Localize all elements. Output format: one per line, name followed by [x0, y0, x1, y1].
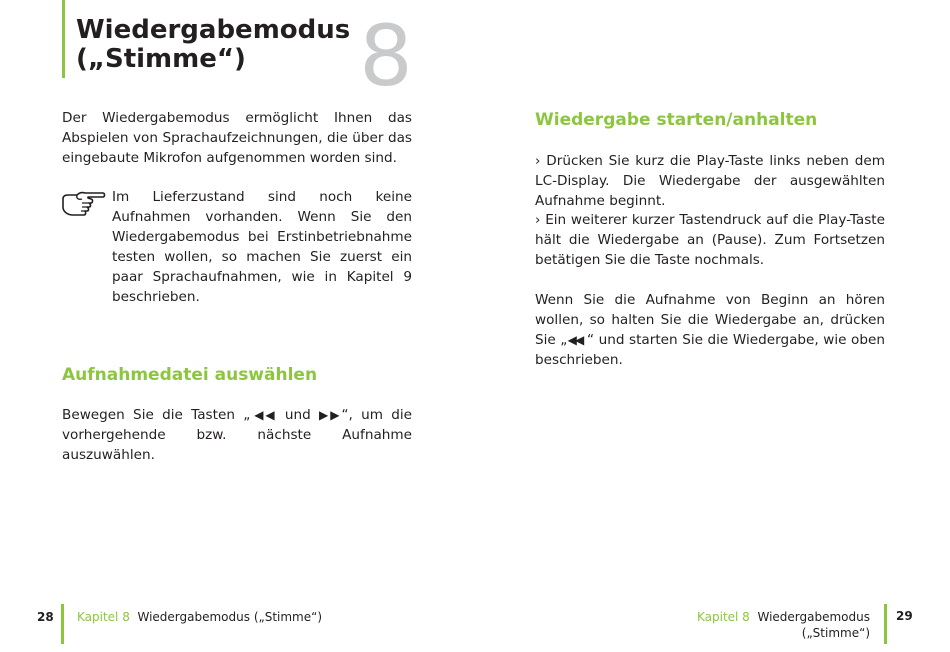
- page-title: [76, 16, 376, 74]
- forward-icon: ▶▶: [319, 408, 342, 422]
- footer-chapter-label-left: Kapitel 8: [77, 610, 130, 624]
- playback-paragraph-1: › Drücken Sie kurz die Play-Taste links neben dem LC-Display. Die Wiedergabe der ausgewählten Aufnahme beginnt.: [535, 153, 885, 209]
- footer-chapter-title-left: Wiedergabemodus („Stimme“): [137, 610, 323, 624]
- section-heading-playback: Wiedergabe starten/anhalten: [535, 110, 818, 130]
- playback-text-a: Wenn Sie die Aufnahme von Beginn an hören wollen, so halten Sie die Wiedergabe an, drücken Sie „: [535, 292, 885, 348]
- pointing-hand-icon: [60, 190, 106, 220]
- select-text-b: und: [276, 407, 320, 423]
- playback-text-b: “ und starten Sie die Wiedergabe, wie oben beschrieben.: [535, 332, 885, 368]
- chapter-number: 8: [359, 7, 413, 105]
- select-text-c: “, um die vorhergehende bzw. nächste Aufnahme auszuwählen.: [62, 407, 412, 463]
- select-text-a: Bewegen Sie die Tasten „: [62, 407, 251, 423]
- rewind-icon: ◀◀: [250, 408, 277, 422]
- playback-paragraph-3: [535, 290, 885, 370]
- page-number-right: 29: [896, 609, 913, 623]
- playback-paragraph-2: › Ein weiterer kurzer Tastendruck auf die Play-Taste hält die Wiedergabe an (Pause). Zum Fortsetzen betätigen Sie die Taste nochmals.: [535, 212, 885, 268]
- footer-accent-bar-right: [884, 604, 887, 644]
- page-title-line2: („Stimme“): [76, 44, 246, 74]
- footer-accent-bar-left: [61, 604, 64, 644]
- note-paragraph: Im Lieferzustand sind noch keine Aufnahmen vorhanden. Wenn Sie den Wiedergabemodus bei Erstinbetriebnahme testen wollen, so machen Sie zuerst ein paar Sprachaufnahmen, wie in Kapitel 9 beschrieben.: [112, 189, 412, 305]
- footer-chapter-label-right: Kapitel 8: [696, 610, 750, 624]
- section-heading-select: Aufnahmedatei auswählen: [62, 365, 318, 385]
- page-number-left: 28: [37, 610, 54, 624]
- rewind-icon: ◀◀: [567, 333, 583, 347]
- footer-chapter-title-right: Wiedergabemodus („Stimme“): [757, 610, 870, 640]
- title-accent-bar: [62, 0, 65, 78]
- page-title-line1: Wiedergabemodus: [76, 15, 351, 45]
- running-footer-right: [657, 609, 870, 641]
- running-footer-left: [77, 609, 322, 625]
- intro-paragraph: Der Wiedergabemodus ermöglicht Ihnen das Abspielen von Sprachaufzeichnungen, die über das eingebaute Mikrofon aufgenommen worden sind.: [62, 110, 412, 166]
- select-paragraph: [62, 405, 412, 465]
